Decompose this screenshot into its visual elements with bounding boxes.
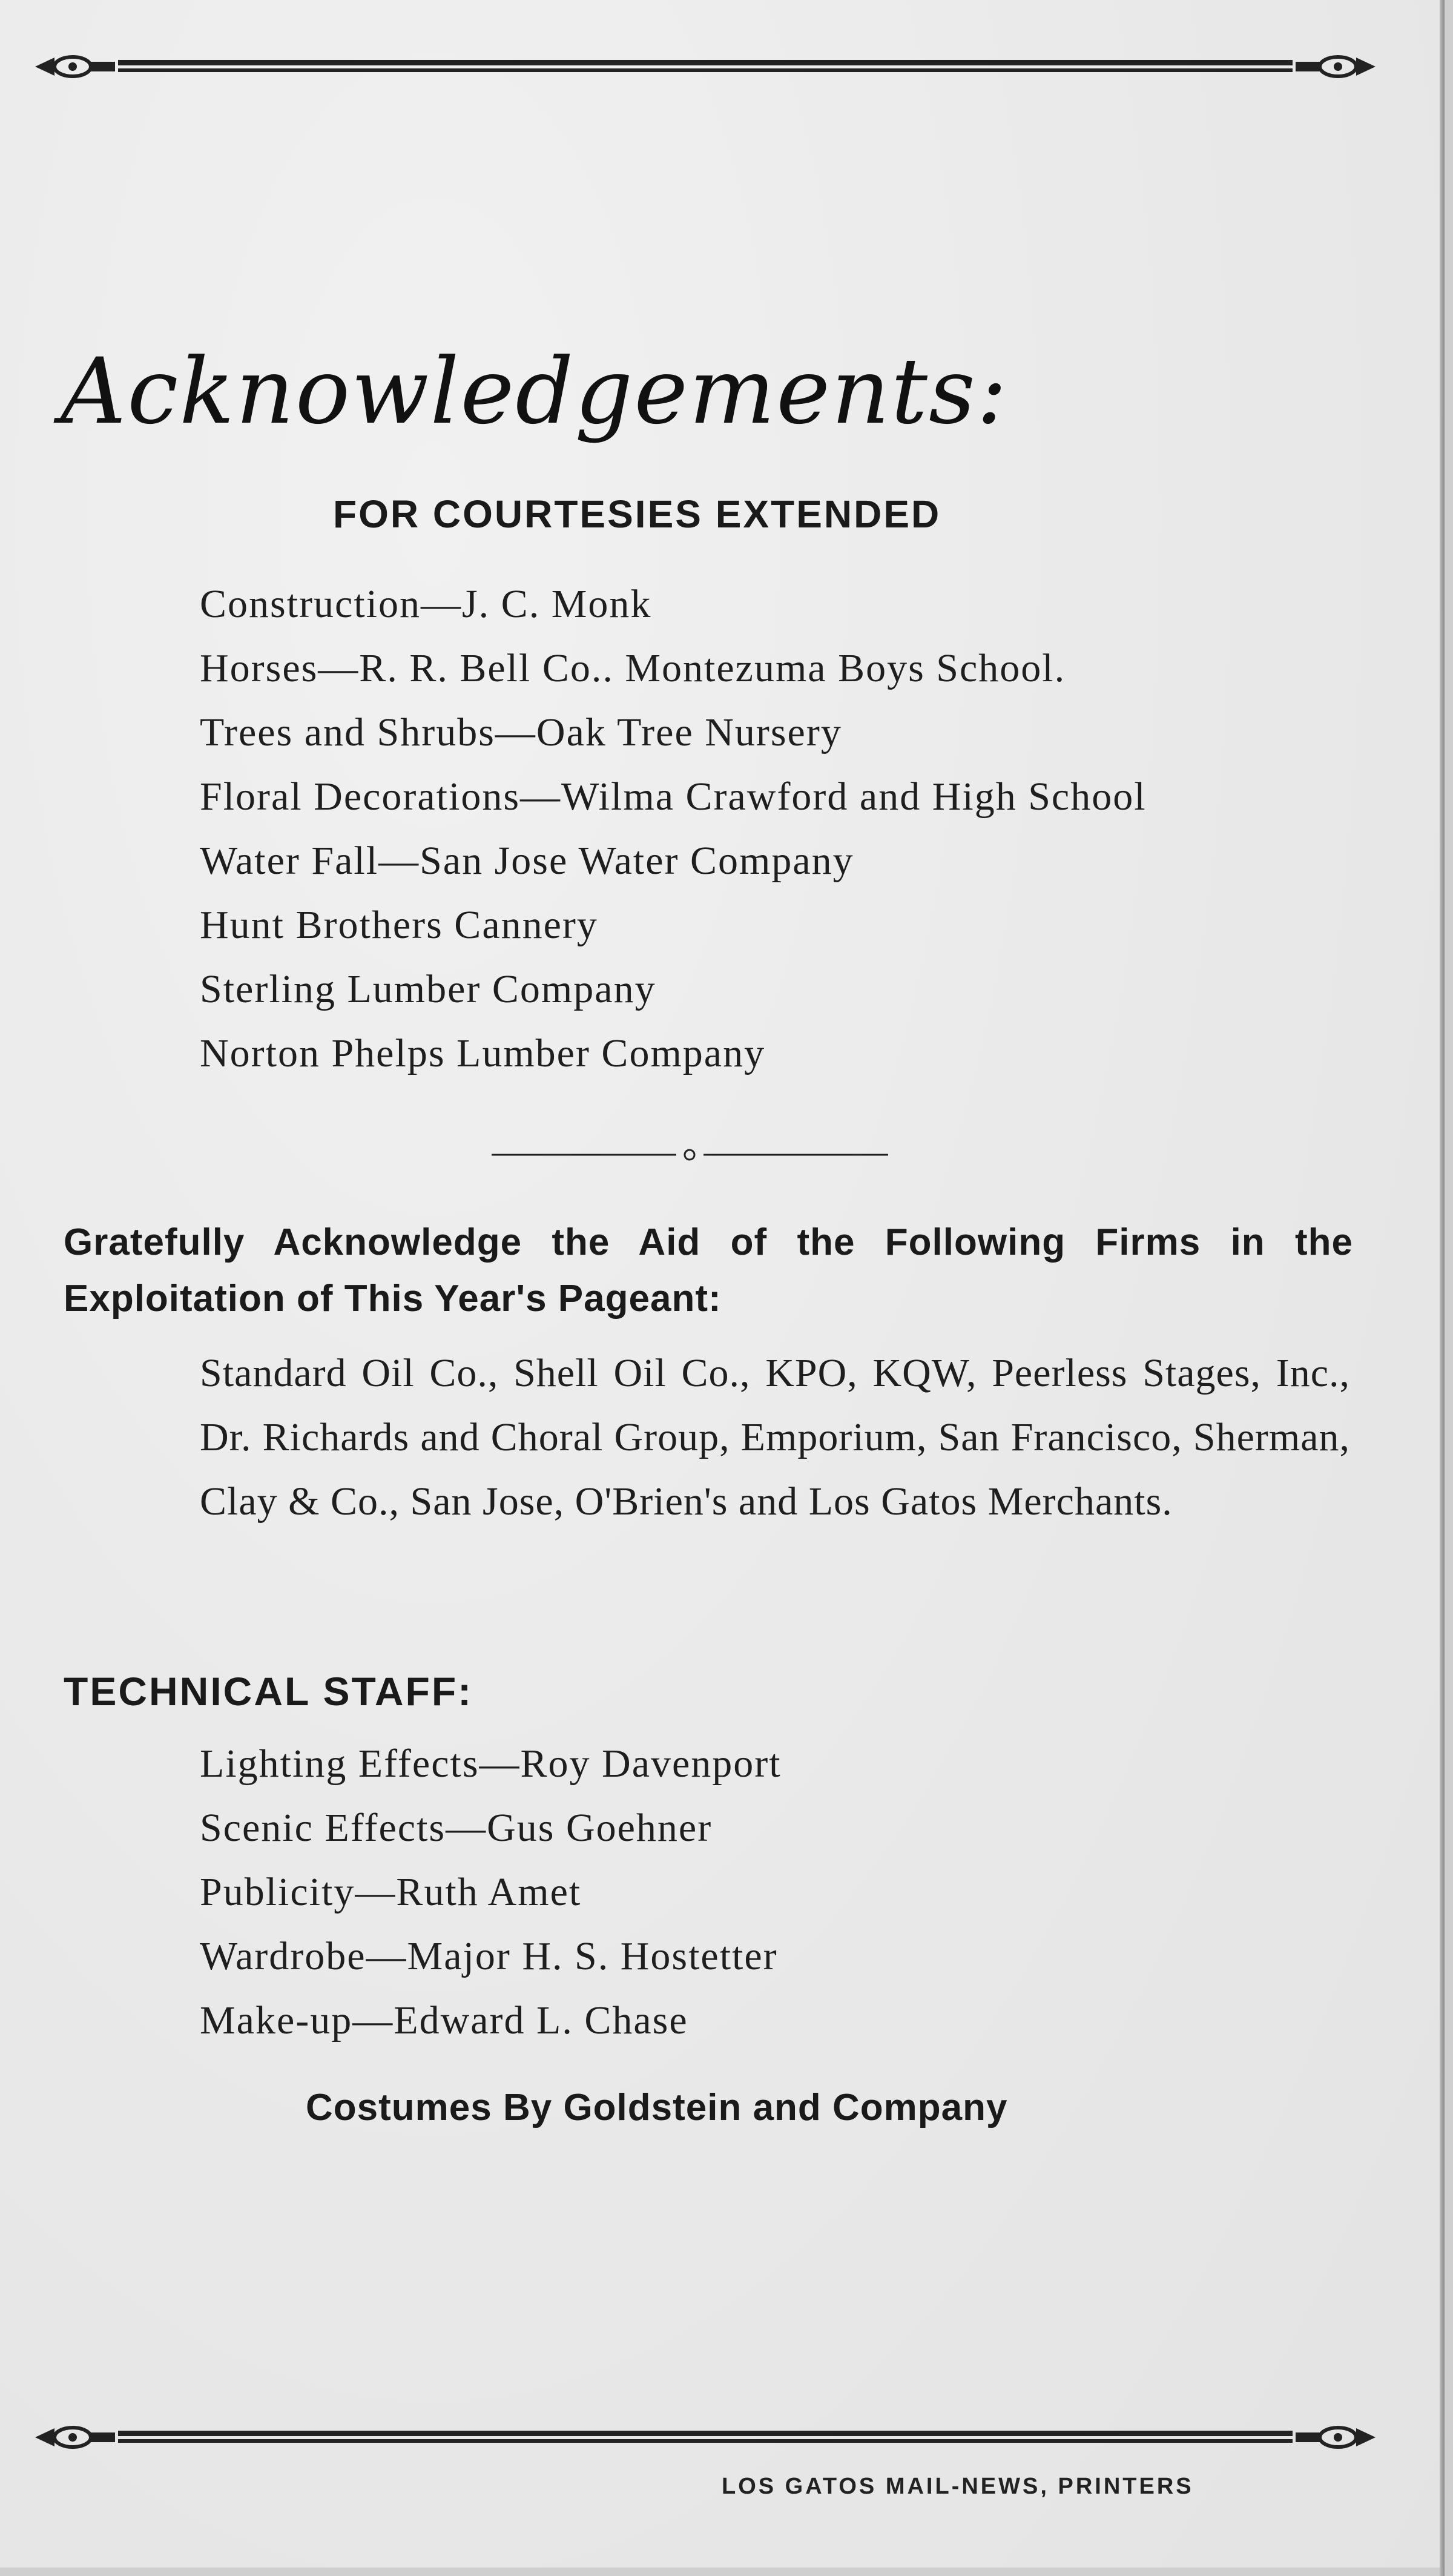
staff-list [200, 1732, 782, 2053]
page-edge [1440, 0, 1445, 2576]
list-item: Norton Phelps Lumber Company [200, 1031, 766, 1075]
bottom-ornament-rule [30, 2416, 1380, 2459]
courtesies-list [200, 572, 1147, 1086]
list-item: Water Fall—San Jose Water Company [200, 839, 854, 883]
list-item: Hunt Brothers Cannery [200, 903, 598, 947]
list-item: Publicity—Ruth Amet [200, 1870, 582, 1914]
top-ornament-rule [30, 45, 1380, 88]
list-item: Wardrobe—Major H. S. Hostetter [200, 1934, 778, 1978]
aid-heading: Gratefully Acknowledge the Aid of the Following Firms in the Exploitation of This Year's Pageant: [64, 1221, 1353, 1319]
list-item: Horses—R. R. Bell Co.. Montezuma Boys School. [200, 646, 1066, 690]
list-item: Lighting Effects—Roy Davenport [200, 1742, 782, 1786]
firms-paragraph: Standard Oil Co., Shell Oil Co., KPO, KQW, Peerless Stages, Inc., Dr. Richards and Choral Group, Emporium, San Francisco, Sherman, Clay & Co., San Jose, O'Brien's and Los Gatos Merchants. [200, 1351, 1350, 1524]
costumes-credit: Costumes By Goldstein and Company [306, 2087, 1008, 2129]
list-item: Sterling Lumber Company [200, 967, 656, 1011]
list-item: Trees and Shrubs—Oak Tree Nursery [200, 710, 842, 755]
list-item: Make-up—Edward L. Chase [200, 1998, 688, 2043]
list-item: Scenic Effects—Gus Goehner [200, 1806, 713, 1850]
technical-staff-heading: TECHNICAL STAFF: [64, 1669, 473, 1714]
section-divider [492, 1148, 888, 1162]
courtesies-heading: FOR COURTESIES EXTENDED [333, 492, 941, 536]
list-item: Construction—J. C. Monk [200, 582, 652, 626]
printer-credit: LOS GATOS MAIL-NEWS, PRINTERS [722, 2474, 1194, 2499]
list-item: Floral Decorations—Wilma Crawford and High School [200, 774, 1147, 819]
page-title: Acknowledgements: [61, 339, 1009, 444]
